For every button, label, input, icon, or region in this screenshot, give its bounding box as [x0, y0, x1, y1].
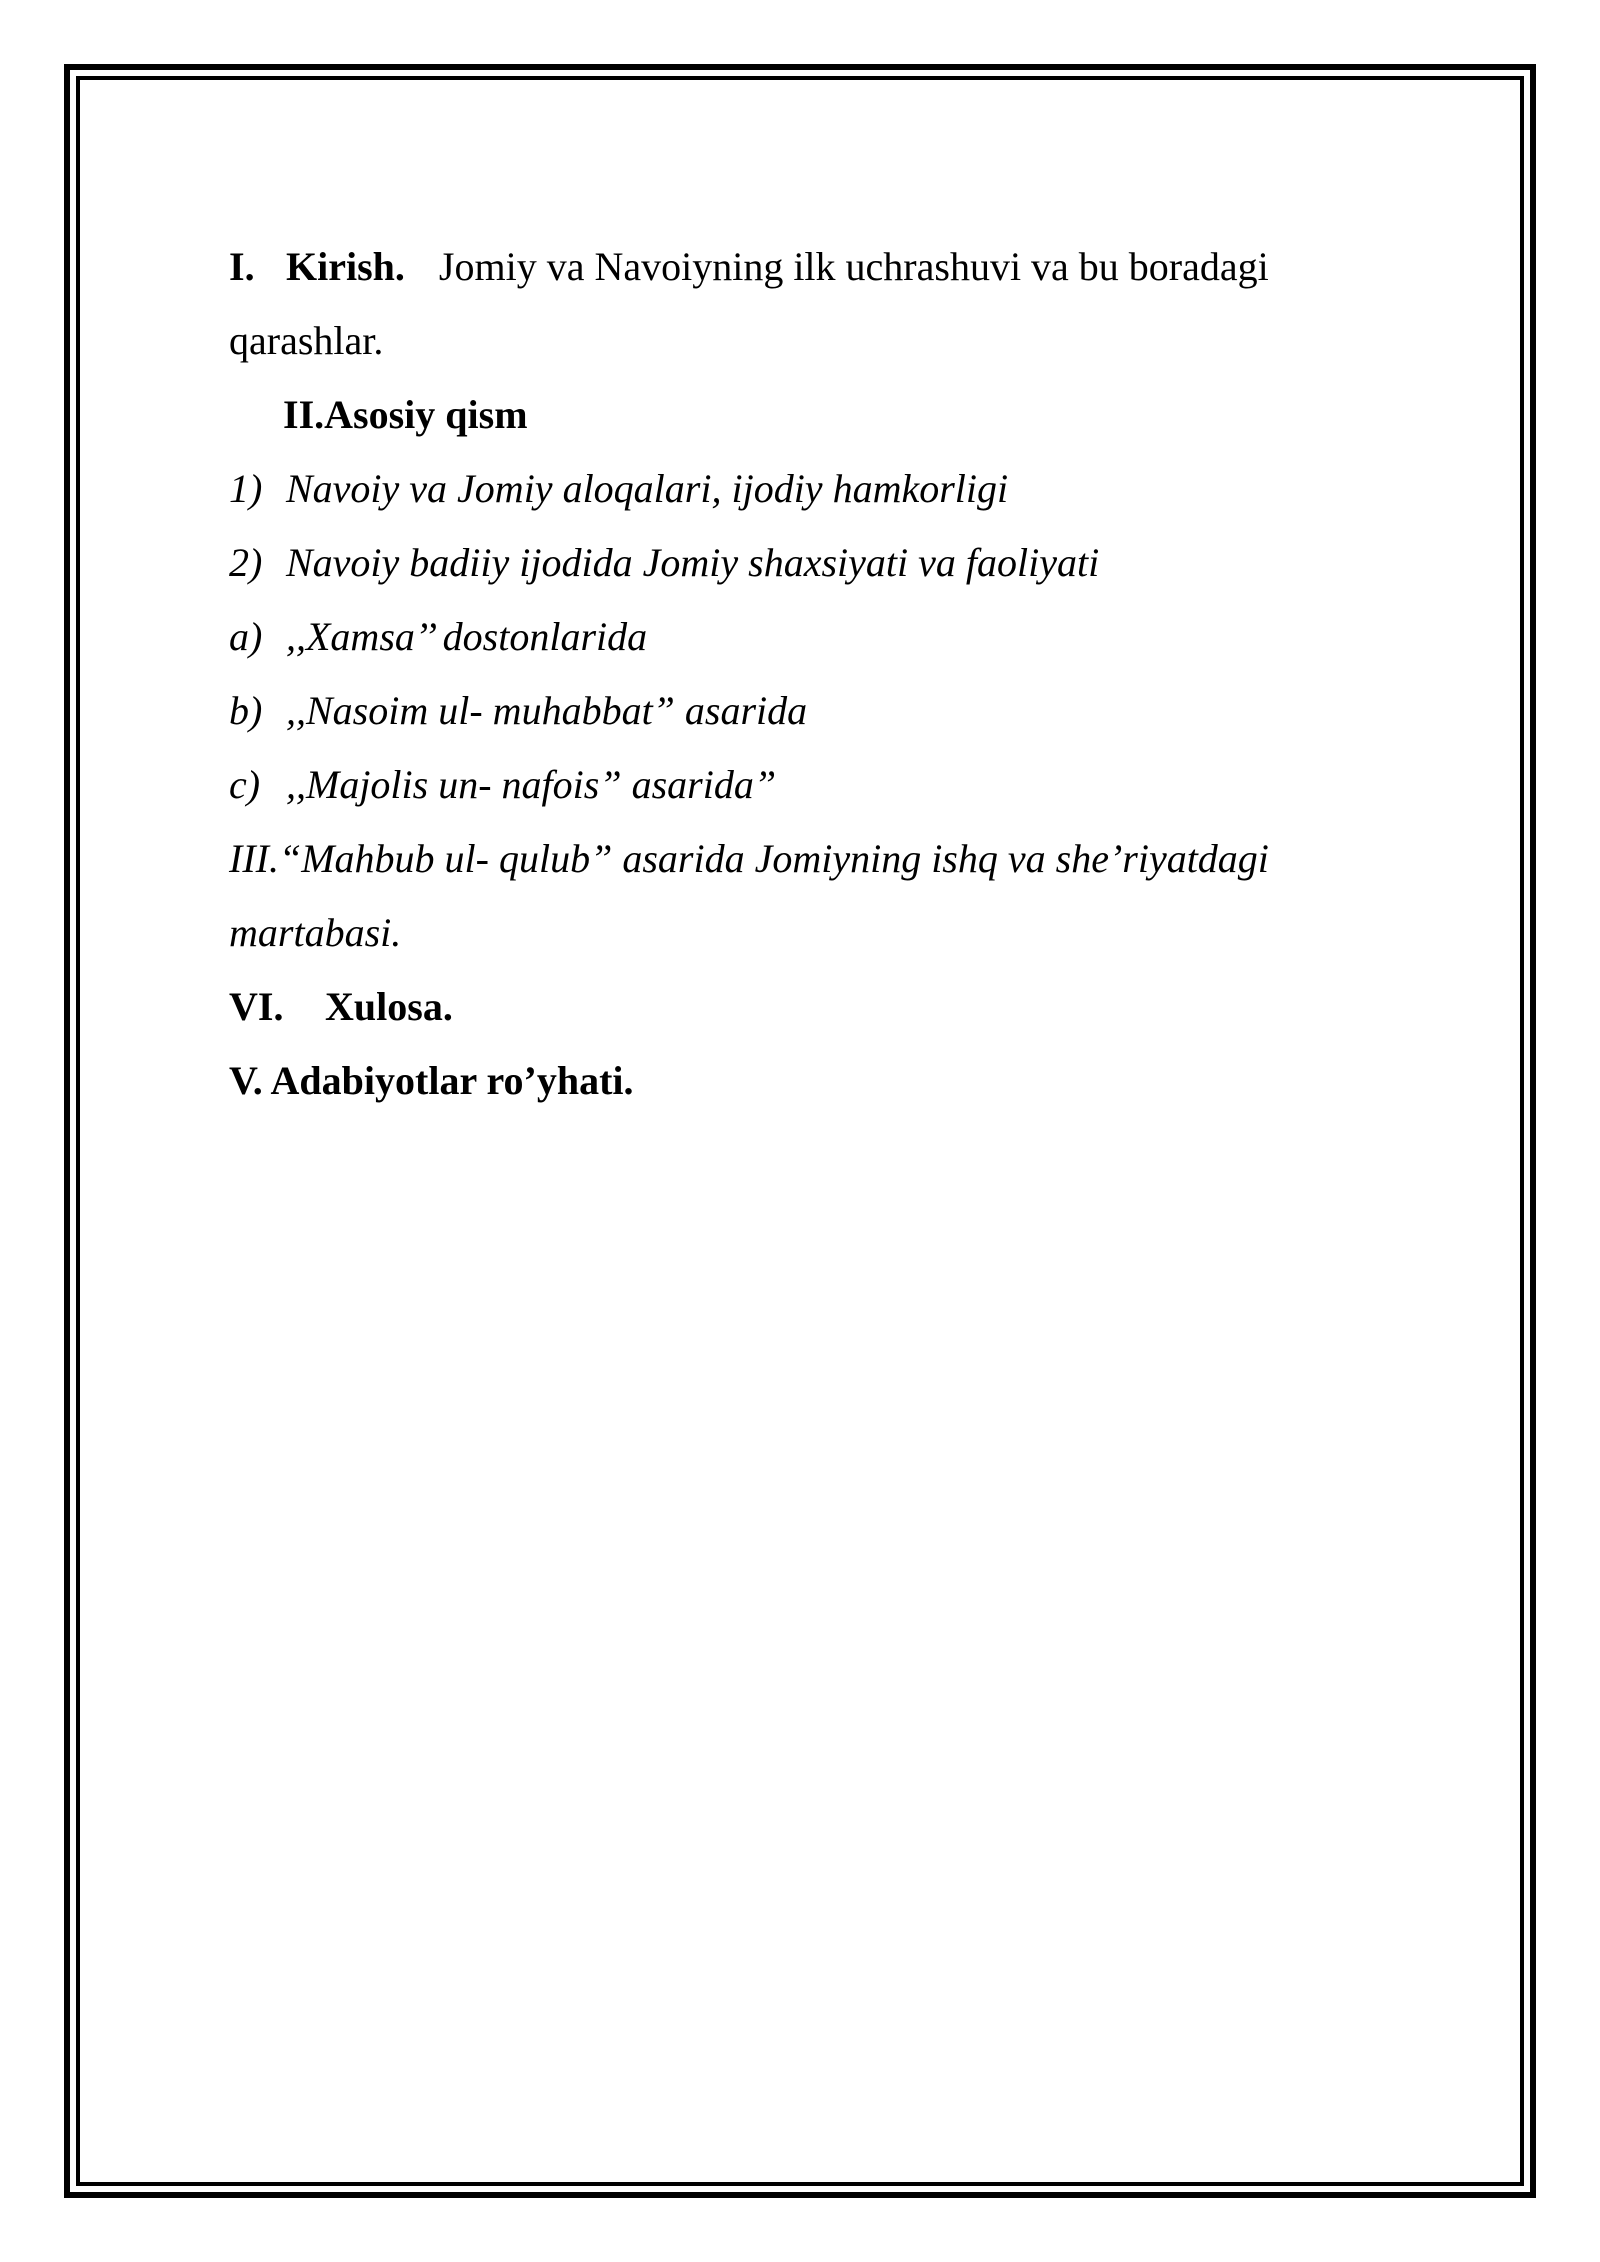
outline-content: [229, 230, 1389, 1118]
list-item-text: Navoiy badiiy ijodida Jomiy shaxsiyati va faoliyati: [286, 540, 1100, 585]
list-item-text: ,,Majolis un- nafois” asarida”: [286, 762, 777, 807]
conclusion-number: VI.: [229, 984, 284, 1029]
list-item-marker: a): [229, 614, 263, 659]
list-item-marker: b): [229, 688, 263, 733]
list-item-text: ,,Nasoim ul- muhabbat” asarida: [286, 688, 808, 733]
list-item-text: ,,Xamsa’’ dostonlarida: [286, 614, 648, 659]
conclusion-line: [229, 970, 1389, 1044]
intro-line: [229, 230, 1389, 304]
list-item-marker: 2): [229, 540, 263, 585]
list-item: [229, 526, 1389, 600]
list-item-marker: 1): [229, 466, 263, 511]
intro-label: Kirish.: [286, 244, 405, 289]
list-item-marker: c): [229, 762, 261, 807]
list-item: [229, 600, 1389, 674]
section-three-line1: III.“Mahbub ul- qulub” asarida Jomiyning ishq va she’riyatdagi: [229, 836, 1269, 881]
intro-text-line1: Jomiy va Navoiyning ilk uchrashuvi va bu boradagi: [438, 244, 1269, 289]
list-item: [229, 452, 1389, 526]
intro-text-line2: qarashlar.: [229, 318, 384, 363]
list-item: [229, 748, 1389, 822]
section-three-line2: martabasi.: [229, 910, 402, 955]
list-item: [229, 674, 1389, 748]
main-part-heading: II.Asosiy qism: [283, 392, 528, 437]
references-line: V. Adabiyotlar ro’yhati.: [229, 1058, 634, 1103]
intro-number: I.: [229, 244, 255, 289]
list-item-text: Navoiy va Jomiy aloqalari, ijodiy hamkorligi: [286, 466, 1009, 511]
conclusion-label: Xulosa.: [325, 984, 453, 1029]
